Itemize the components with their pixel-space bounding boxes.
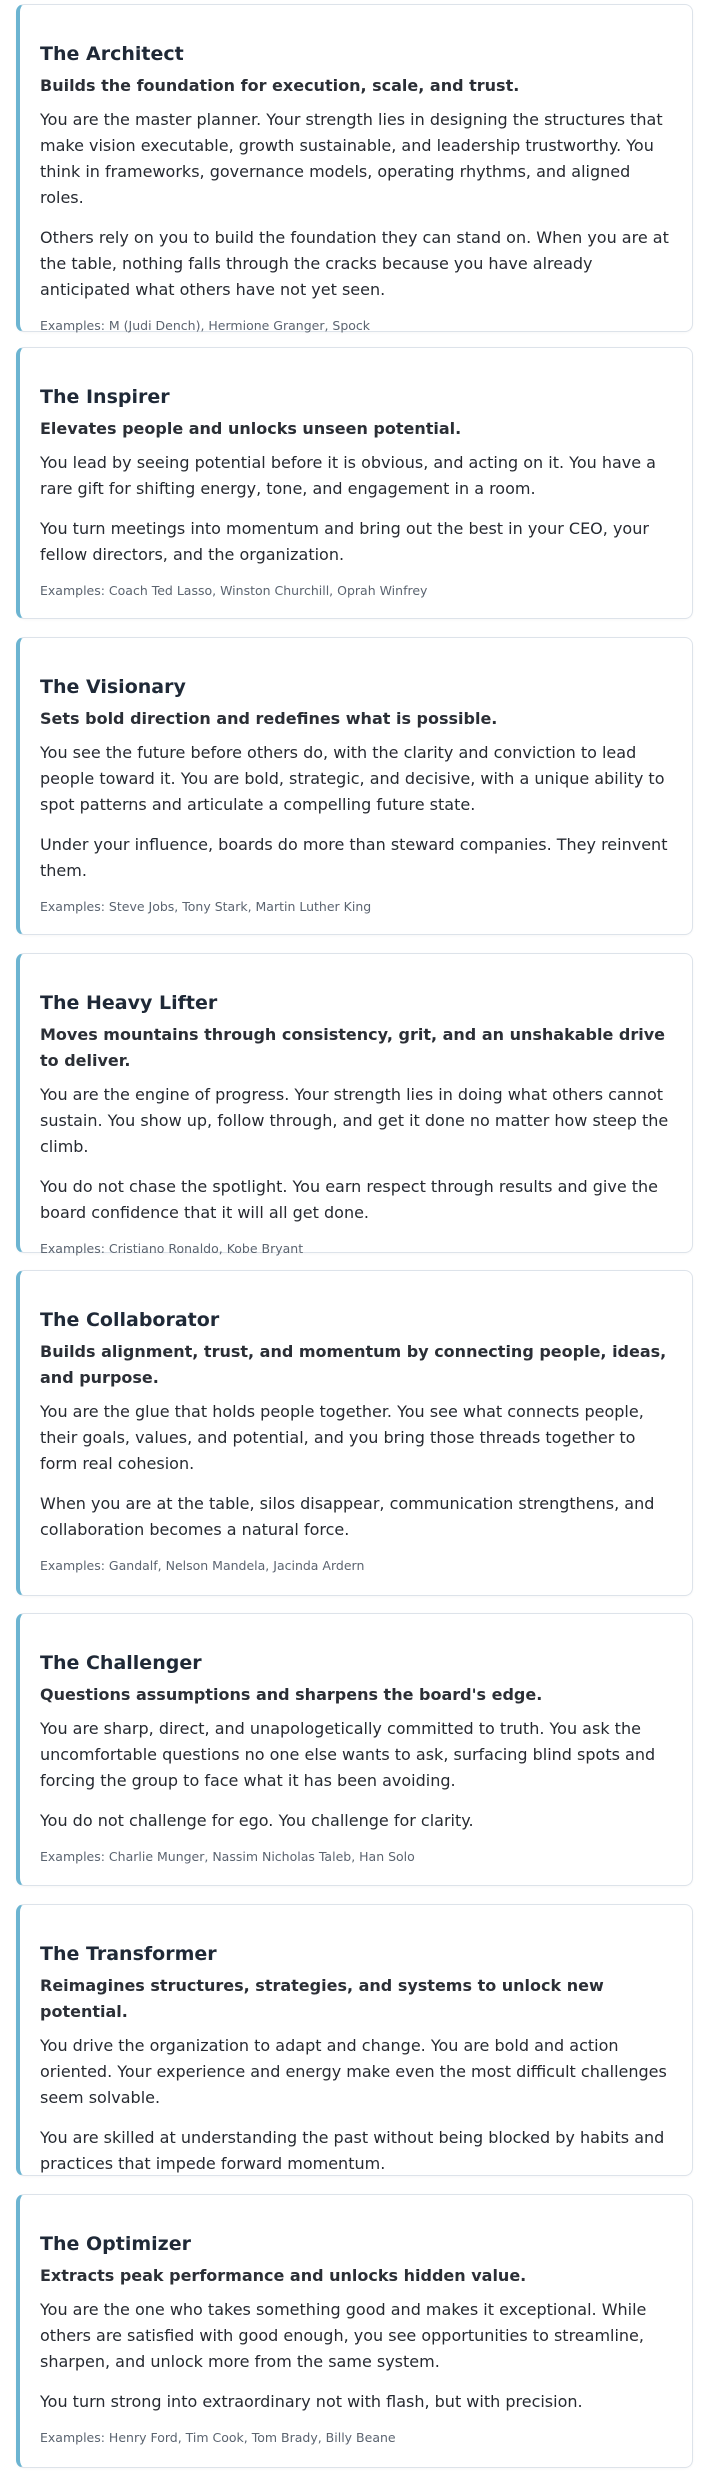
- card-tagline: Sets bold direction and redefines what is possible.: [40, 709, 498, 728]
- card-tagline: Moves mountains through consistency, grit, and an unshakable drive to deliver.: [40, 1025, 665, 1070]
- card-title: The Architect: [40, 43, 184, 65]
- card-paragraph: You do not challenge for ego. You challenge for clarity.: [40, 1811, 474, 1830]
- card-paragraph: Under your influence, boards do more than steward companies. They reinvent them.: [40, 835, 668, 880]
- card-paragraph: Others rely on you to build the foundation they can stand on. When you are at the table, nothing falls through the cracks because you have already anticipated what others have not yet seen.: [40, 228, 669, 299]
- card-paragraph: You are the master planner. Your strength lies in designing the structures that make vision executable, growth sustainable, and leadership trustworthy. You think in frameworks, governance models, operating rhythms, and aligned roles.: [40, 110, 663, 207]
- archetype-card-challenger: [16, 1613, 693, 1886]
- card-paragraph: You see the future before others do, with the clarity and conviction to lead people toward it. You are bold, strategic, and decisive, with a unique ability to spot patterns and articulate a compelling future state.: [40, 743, 665, 814]
- card-title: The Challenger: [40, 1652, 202, 1674]
- card-examples: Examples: Coach Ted Lasso, Winston Churchill, Oprah Winfrey: [40, 583, 428, 598]
- card-paragraph: You are the glue that holds people together. You see what connects people, their goals, values, and potential, and you bring those threads together to form real cohesion.: [40, 1402, 644, 1473]
- card-examples: Examples: Steve Jobs, Tony Stark, Martin Luther King: [40, 899, 372, 914]
- card-title: The Visionary: [40, 676, 186, 698]
- card-tagline: Elevates people and unlocks unseen potential.: [40, 419, 462, 438]
- archetype-card-heavy-lifter: [16, 953, 693, 1256]
- card-paragraph: You turn strong into extraordinary not with flash, but with precision.: [40, 2392, 583, 2411]
- card-tagline: Builds alignment, trust, and momentum by connecting people, ideas, and purpose.: [40, 1342, 667, 1387]
- card-tagline: Builds the foundation for execution, scale, and trust.: [40, 76, 520, 95]
- card-tagline: Reimagines structures, strategies, and systems to unlock new potential.: [40, 1976, 604, 2021]
- card-title: The Heavy Lifter: [40, 992, 218, 1014]
- card-paragraph: You are the one who takes something good and makes it exceptional. While others are satisfied with good enough, you see opportunities to streamline, sharpen, and unlock more from the same system.: [40, 2300, 647, 2371]
- card-tagline: Questions assumptions and sharpens the board's edge.: [40, 1685, 543, 1704]
- archetype-card-architect: [16, 4, 693, 332]
- card-examples: Examples: M (Judi Dench), Hermione Granger, Spock: [40, 318, 371, 333]
- card-examples: Examples: Cristiano Ronaldo, Kobe Bryant: [40, 1241, 304, 1256]
- card-paragraph: You lead by seeing potential before it is obvious, and acting on it. You have a rare gift for shifting energy, tone, and engagement in a room.: [40, 453, 656, 498]
- archetype-card-optimizer: [16, 2194, 693, 2468]
- card-paragraph: When you are at the table, silos disappear, communication strengthens, and collaboration becomes a natural force.: [40, 1494, 655, 1539]
- card-title: The Collaborator: [40, 1309, 220, 1331]
- archetype-card-transformer: [16, 1904, 693, 2176]
- card-examples: Examples: Gandalf, Nelson Mandela, Jacinda Ardern: [40, 1558, 365, 1573]
- card-paragraph: You do not chase the spotlight. You earn respect through results and give the board confidence that it will all get done.: [40, 1177, 659, 1222]
- card-tagline: Extracts peak performance and unlocks hidden value.: [40, 2266, 527, 2285]
- card-paragraph: You drive the organization to adapt and change. You are bold and action oriented. Your experience and energy make even the most difficult challenges seem solvable.: [40, 2036, 667, 2107]
- archetype-card-collaborator: [16, 1270, 693, 1596]
- archetype-card-inspirer: [16, 347, 693, 619]
- archetype-card-visionary: [16, 637, 693, 935]
- card-examples: Examples: Henry Ford, Tim Cook, Tom Brady, Billy Beane: [40, 2430, 396, 2445]
- card-examples: Examples: Charlie Munger, Nassim Nicholas Taleb, Han Solo: [40, 1849, 415, 1864]
- card-paragraph: You turn meetings into momentum and bring out the best in your CEO, your fellow directors, and the organization.: [40, 519, 649, 564]
- card-title: The Inspirer: [40, 386, 170, 408]
- card-title: The Transformer: [40, 1943, 217, 1965]
- card-paragraph: You are skilled at understanding the past without being blocked by habits and practices that impede forward momentum.: [40, 2128, 665, 2173]
- card-paragraph: You are sharp, direct, and unapologetically committed to truth. You ask the uncomfortable questions no one else wants to ask, surfacing blind spots and forcing the group to face what it has been avoiding.: [40, 1719, 656, 1790]
- card-paragraph: You are the engine of progress. Your strength lies in doing what others cannot sustain. You show up, follow through, and get it done no matter how steep the climb.: [40, 1085, 669, 1156]
- card-title: The Optimizer: [40, 2233, 191, 2255]
